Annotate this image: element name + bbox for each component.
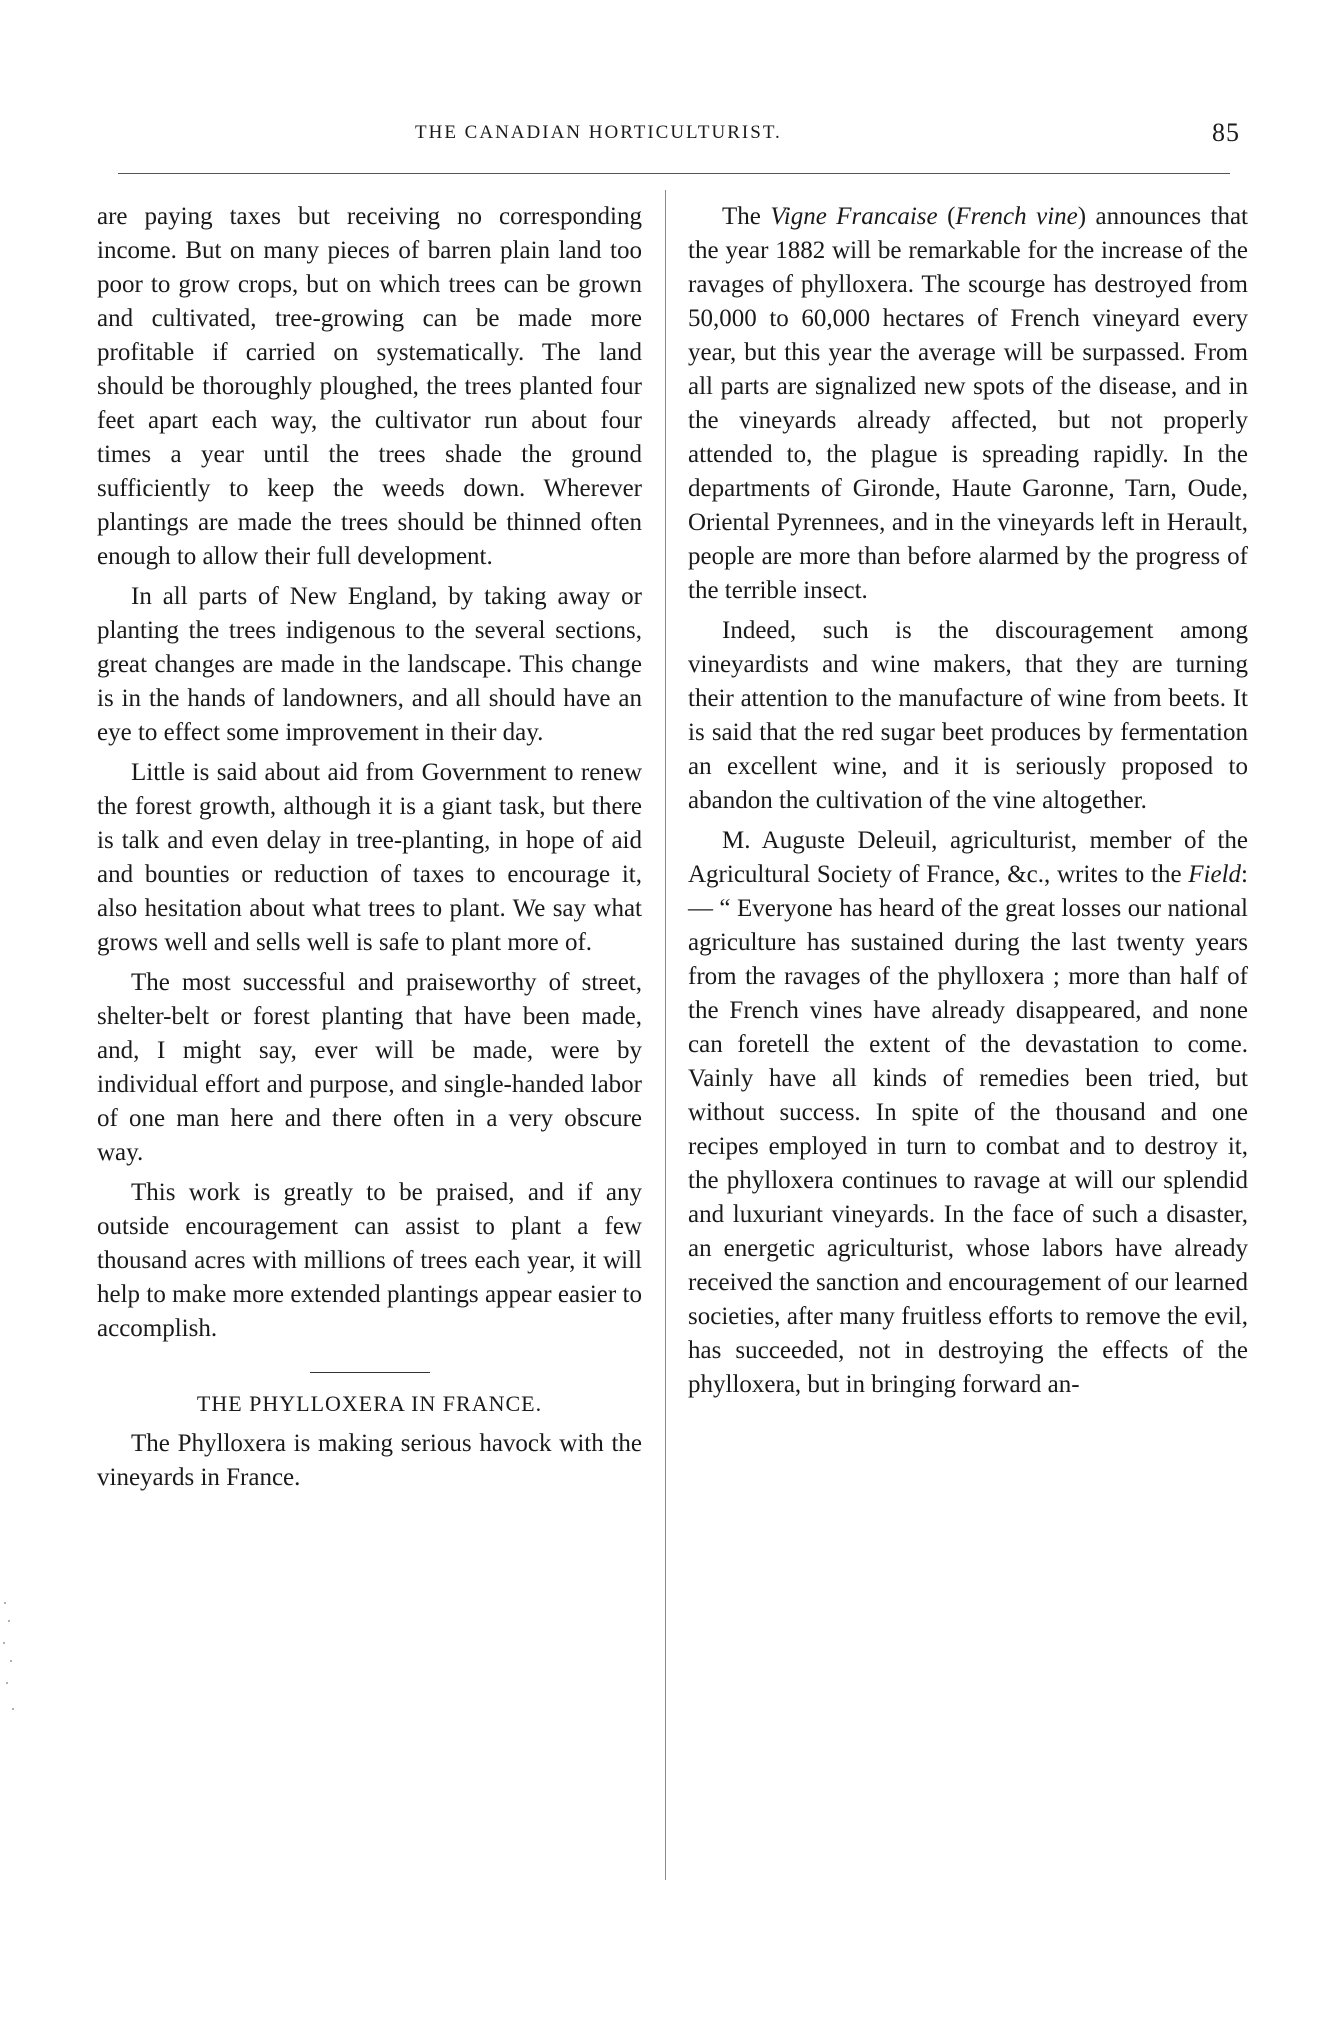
text-run: (: [937, 203, 956, 230]
paragraph: [688, 824, 1248, 1402]
paragraph: Indeed, such is the discouragement among vineyardists and wine makers, that they are turning their attention to the manufacture of wine from beets. It is said that the red sugar beet produces by fermentation an excellent wine, and it is seriously proposed to abandon the cultivation of the vine altogether.: [688, 617, 1248, 814]
section-heading: THE PHYLLOXERA IN FRANCE.: [196, 1391, 543, 1416]
header-rule: [118, 173, 1230, 174]
running-head: [110, 118, 1240, 154]
column-divider: [665, 190, 666, 1880]
margin-specks: [0, 1590, 20, 1730]
italic-title: French vine: [955, 203, 1078, 230]
italic-title: Field: [1188, 861, 1242, 888]
paragraph: This work is greatly to be praised, and if any outside encouragement can assist to plant a few thousand acres with millions of trees each year, it will help to make more extended plantings appear easier to accomplish.: [97, 1179, 642, 1342]
paragraph: The Phylloxera is making serious havock with the vineyards in France.: [97, 1430, 642, 1491]
text-run: ) announces that the year 1882 will be remarkable for the increase of the ravages of phylloxera. The scourge has destroyed from 50,000 to 60,000 hectares of French vineyard every year, but this year the average will be surpassed. From all parts are signalized new spots of the disease, and in the vineyards already affected, but not properly attended to, the plague is spreading rapidly. In the departments of Gironde, Haute Garonne, Tarn, Oude, Oriental Pyrennees, and in the vineyards left in Herault, people are more than before alarmed by the progress of the terrible insect.: [688, 203, 1248, 604]
paragraph: In all parts of New England, by taking away or planting the trees indigenous to the several sections, great changes are made in the landscape. This change is in the hands of landowners, and all should have an eye to effect some improvement in their day.: [97, 583, 642, 746]
right-column: [688, 200, 1248, 1408]
paragraph: [688, 200, 1248, 608]
section-divider: [310, 1372, 430, 1373]
text-run: :— “ Everyone has heard of the great losses our national agriculture has sustained during the last twenty years from the ravages of the phylloxera ; more than half of the French vines have already disappeared, and none can foretell the extent of the devastation to come. Vainly have all kinds of remedies been tried, but without success. In spite of the thousand and one recipes employed in turn to combat and to destroy it, the phylloxera continues to ravage at will our splendid and luxuriant vineyards. In the face of such a disaster, an energetic agriculturist, whose labors have already received the sanction and encouragement of our learned societies, after many fruitless efforts to remove the evil, has succeeded, not in destroying the effects of the phylloxera, but in bringing forward an-: [688, 861, 1248, 1398]
text-run: M. Auguste Deleuil, agriculturist, member of the Agricultural Society of France, &c., writes to the: [688, 827, 1248, 888]
italic-title: Vigne Francaise: [770, 203, 938, 230]
running-title: THE CANADIAN HORTICULTURIST.: [415, 122, 782, 143]
page-number: 85: [1212, 118, 1240, 147]
paragraph: The most successful and praiseworthy of street, shelter-belt or forest planting that have been made, and, I might say, ever will be made, were by individual effort and purpose, and single-handed labor of one man here and there often in a very obscure way.: [97, 969, 642, 1166]
paragraph: are paying taxes but receiving no corresponding income. But on many pieces of barren plain land too poor to grow crops, but on which trees can be grown and cultivated, tree-growing can be made more profitable if carried on systematically. The land should be thoroughly ploughed, the trees planted four feet apart each way, the cultivator run about four times a year until the trees shade the ground sufficiently to keep the weeds down. Wherever plantings are made the trees should be thinned often enough to allow their full development.: [97, 203, 642, 570]
text-run: The: [722, 203, 771, 230]
paragraph: Little is said about aid from Government to renew the forest growth, although it is a giant task, but there is talk and even delay in tree-planting, in hope of aid and bounties or reduction of taxes to encourage it, also hesitation about what trees to plant. We say what grows well and sells well is safe to plant more of.: [97, 759, 642, 956]
left-column: [97, 200, 642, 1501]
